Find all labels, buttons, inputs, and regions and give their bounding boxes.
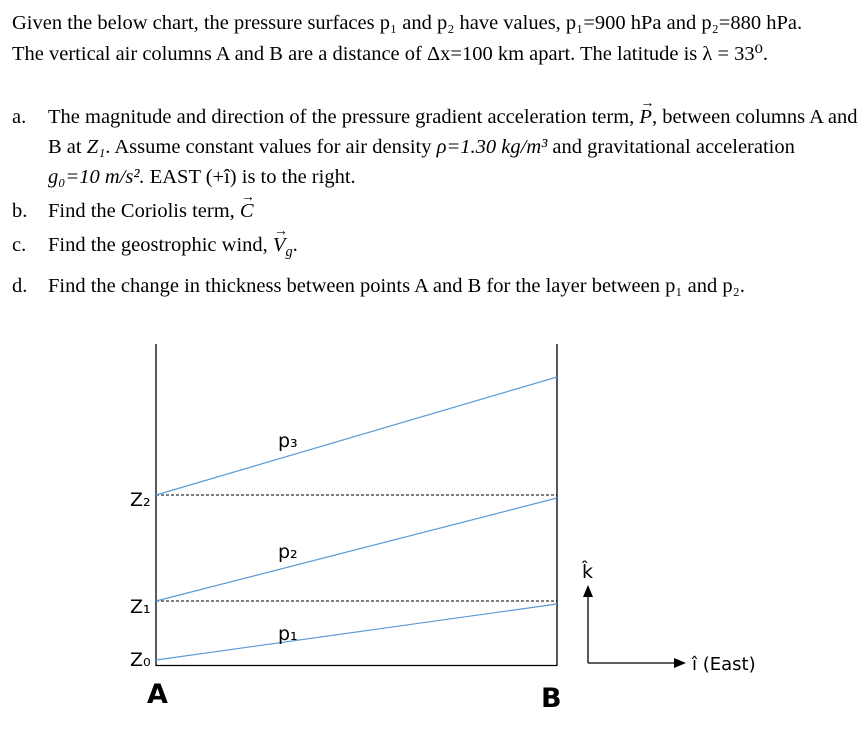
surface-p1-line <box>156 604 557 660</box>
question-a-text-3: . Assume constant values for air density <box>105 136 432 158</box>
question-c-text: Find the geostrophic wind, <box>48 234 268 256</box>
column-a-label: A <box>147 679 168 710</box>
surface-p3-line <box>156 377 557 495</box>
question-c-period: . <box>292 234 298 256</box>
surface-p2-label: p₂ <box>278 541 298 563</box>
question-a-text-5: EAST (+î) is to the right. <box>149 166 356 188</box>
geostrophic-wind-vector-symbol: → V <box>273 230 286 260</box>
level-z0-label: Z₀ <box>130 649 151 671</box>
question-a-text-4: and gravitational acceleration <box>552 136 795 158</box>
surface-p3-label: p₃ <box>278 430 298 452</box>
surface-p1-label: p₁ <box>278 623 298 645</box>
question-a-marker: a. <box>12 106 27 128</box>
question-c-marker: c. <box>12 234 27 256</box>
pressure-gradient-vector-symbol: → P <box>639 102 652 132</box>
level-z1-symbol: Z₁ <box>86 136 106 158</box>
question-a-text-2: , between columns A and B at <box>48 106 858 158</box>
question-b-text: Find the Coriolis term, <box>48 200 235 222</box>
geostrophic-subscript: g <box>285 244 293 261</box>
gravity-value: g₀=10 m/s². <box>48 166 145 188</box>
question-a-text-1: The magnitude and direction of the pressure gradient acceleration term, <box>48 106 635 128</box>
air-density-value: ρ=1.30 kg/m³ <box>436 136 548 158</box>
surface-p2-line <box>156 498 557 601</box>
axis-arrows-icon <box>583 585 686 668</box>
question-b-marker: b. <box>12 200 28 222</box>
k-hat-label: k̂ <box>582 561 594 583</box>
intro-line-1: Given the below chart, the pressure surfaces p₁ and p₂ have values, p₁=900 hPa and p₂=880 hPa. <box>12 12 803 34</box>
question-d-text: Find the change in thickness between points A and B for the layer between p₁ and p₂. <box>48 275 745 298</box>
i-hat-east-label: î (East) <box>692 654 756 675</box>
coriolis-vector-symbol: → C <box>240 196 254 226</box>
question-d-marker: d. <box>12 275 28 298</box>
intro-line-2: The vertical air columns A and B are a distance of Δx=100 km apart. The latitude is λ = 33⁰. <box>12 43 769 65</box>
level-z1-label: Z₁ <box>130 596 151 618</box>
level-z2-label: Z₂ <box>130 489 151 511</box>
column-b-label: B <box>541 683 562 714</box>
